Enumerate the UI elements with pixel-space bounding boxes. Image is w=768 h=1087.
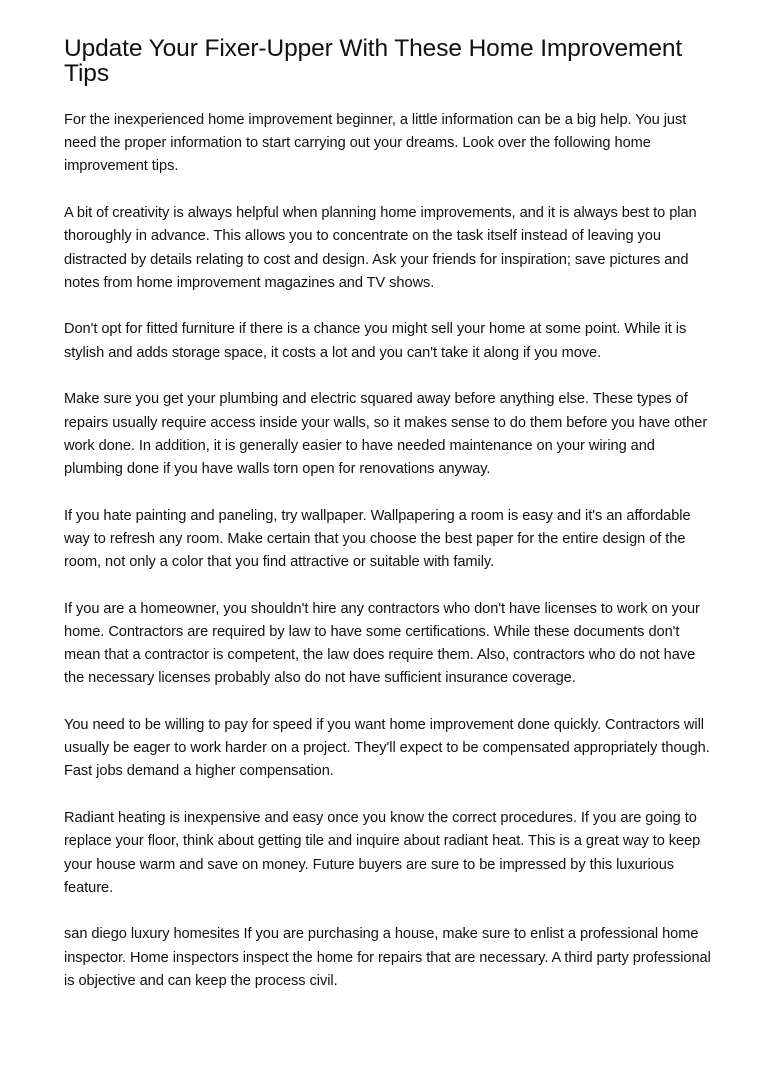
document-page xyxy=(64,36,712,1017)
paragraph-plumbing-electric: Make sure you get your plumbing and electric squared away before anything else. These types of repairs usually require access inside your walls, so it makes sense to do them before you have other work done. In addition, it is generally easier to have needed maintenance on your wiring and plumbing done if you have walls torn open for renovations anyway. xyxy=(64,391,708,477)
paragraph-home-inspector: san diego luxury homesites If you are purchasing a house, make sure to enlist a professional home inspector. Home inspectors inspect the home for repairs that are necessary. A third party professional is objective and can keep the process civil. xyxy=(64,926,711,989)
paragraph-fitted-furniture: Don't opt for fitted furniture if there is a chance you might sell your home at some point. While it is stylish and adds storage space, it costs a lot and you can't take it along if you move. xyxy=(64,321,687,361)
paragraph-creativity: A bit of creativity is always helpful when planning home improvements, and it is always best to plan thoroughly in advance. This allows you to concentrate on the task itself instead of leaving you distracted by details relating to cost and design. Ask your friends for inspiration; save pictures and notes from home improvement magazines and TV shows. xyxy=(64,205,697,291)
paragraph-radiant-heating: Radiant heating is inexpensive and easy once you know the correct procedures. If you are going to replace your floor, think about getting tile and inquire about radiant heat. This is a great way to keep your house warm and save on money. Future buyers are sure to be impressed by this luxurious feature. xyxy=(64,810,701,896)
paragraph-contractor-licenses: If you are a homeowner, you shouldn't hire any contractors who don't have licenses to work on your home. Contractors are required by law to have some certifications. While these documents don't mean that a contractor is competent, the law does require them. Also, contractors who do not have the necessary licenses probably also do not have sufficient insurance coverage. xyxy=(64,600,700,687)
document-title: Update Your Fixer-Upper With These Home Improvement Tips xyxy=(64,35,683,87)
paragraph-intro: For the inexperienced home improvement beginner, a little information can be a big help. You just need the proper information to start carrying out your dreams. Look over the following home improvement tips. xyxy=(64,112,687,175)
paragraph-wallpaper: If you hate painting and paneling, try wallpaper. Wallpapering a room is easy and it's an affordable way to refresh any room. Make certain that you choose the best paper for the entire design of the room, not only a color that you find attractive or suitable with family. xyxy=(64,507,691,571)
paragraph-pay-for-speed: You need to be willing to pay for speed if you want home improvement done quickly. Contractors will usually be eager to work harder on a project. They'll expect to be compensated appropriately though. Fast jobs demand a higher compensation. xyxy=(64,717,710,780)
